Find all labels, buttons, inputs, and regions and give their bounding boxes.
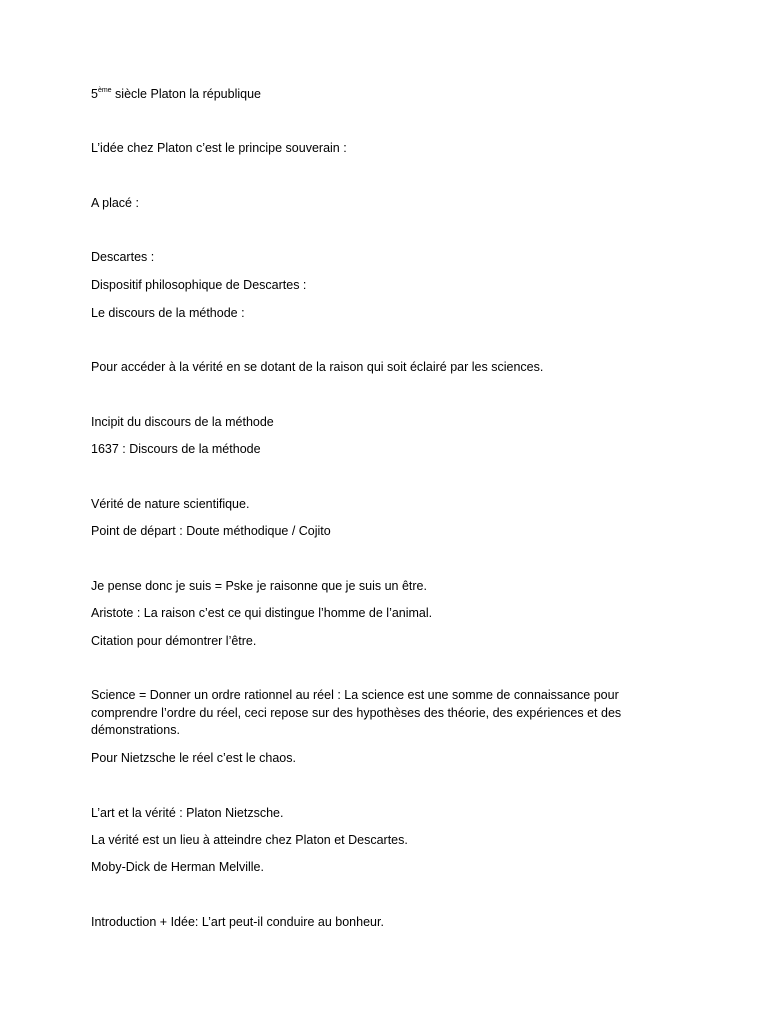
- text-line: Je pense donc je suis = Pske je raisonne que je suis un être.: [91, 579, 427, 593]
- document-title: [91, 86, 651, 104]
- title-rest: siècle Platon la république: [111, 87, 261, 101]
- text-line: L’art et la vérité : Platon Nietzsche.: [91, 806, 284, 820]
- title-prefix: 5: [91, 87, 98, 101]
- text-paragraph: Science = Donner un ordre rationnel au réel : La science est une somme de connaissance pour comprendre l’ordre du réel, ceci repose sur des hypothèses des théorie, des expériences et des démonstrations.: [91, 688, 622, 737]
- text-line: La vérité est un lieu à atteindre chez Platon et Descartes.: [91, 833, 408, 847]
- text-line: Dispositif philosophique de Descartes :: [91, 278, 307, 292]
- text-line: Incipit du discours de la méthode: [91, 415, 274, 429]
- text-line: Pour Nietzsche le réel c’est le chaos.: [91, 751, 296, 765]
- text-line: Descartes :: [91, 250, 155, 264]
- text-line: Vérité de nature scientifique.: [91, 497, 250, 511]
- text-line: Citation pour démontrer l’être.: [91, 634, 257, 648]
- text-line: Aristote : La raison c’est ce qui distingue l’homme de l’animal.: [91, 606, 433, 620]
- text-line: Le discours de la méthode :: [91, 306, 245, 320]
- text-line: Pour accéder à la vérité en se dotant de la raison qui soit éclairé par les sciences.: [91, 360, 544, 374]
- title-superscript: ème: [97, 87, 112, 94]
- text-line: L’idée chez Platon c’est le principe souverain :: [91, 141, 347, 155]
- text-line: Moby-Dick de Herman Melville.: [91, 860, 264, 874]
- text-line: Introduction + Idée: L’art peut-il conduire au bonheur.: [91, 915, 384, 929]
- text-line: Point de départ : Doute méthodique / Cojito: [91, 524, 331, 538]
- text-line: A placé :: [91, 196, 139, 210]
- text-line: 1637 : Discours de la méthode: [91, 442, 261, 456]
